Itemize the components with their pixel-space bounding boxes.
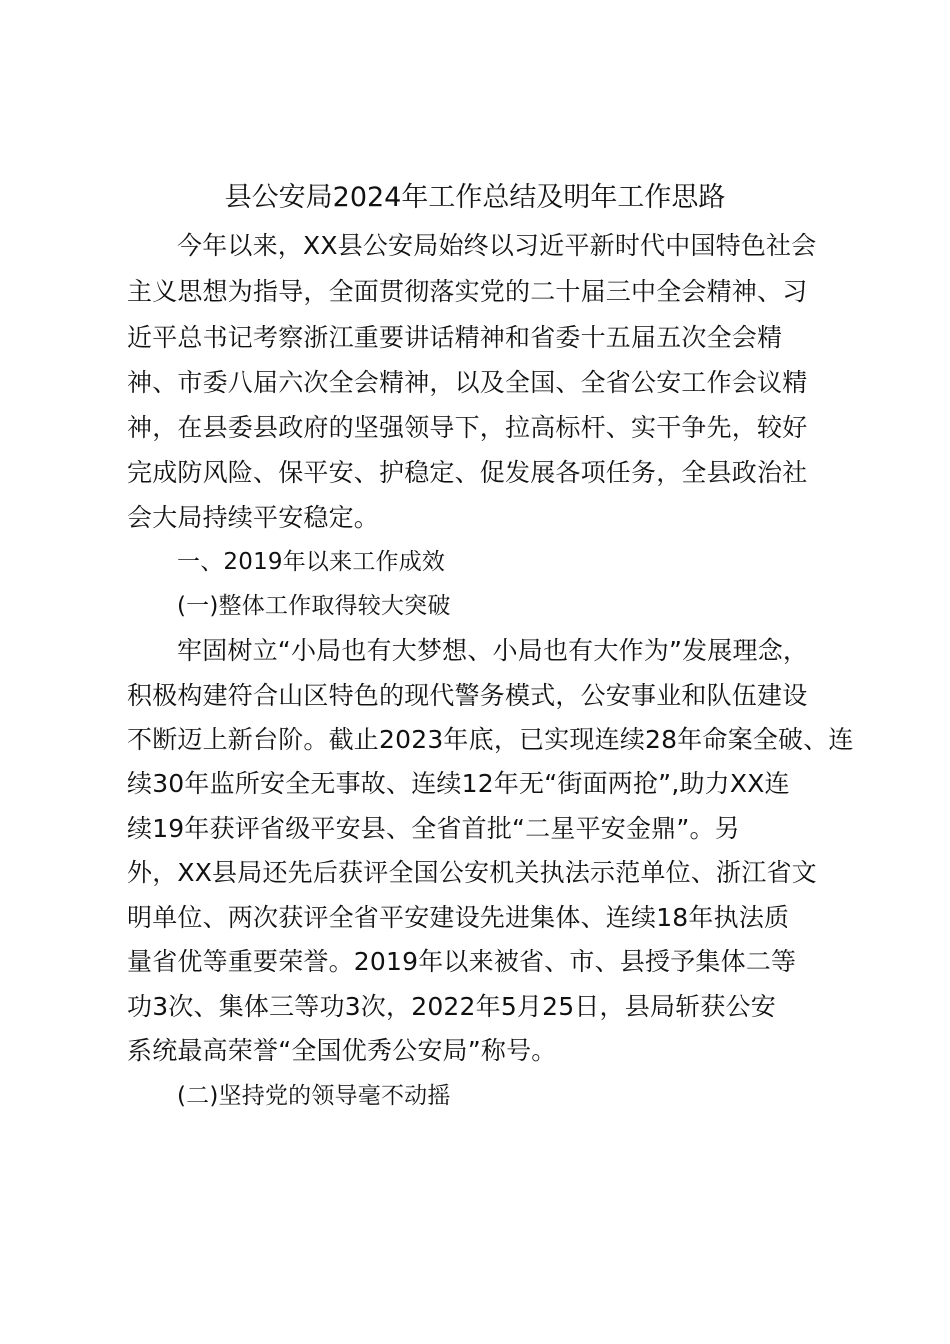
paragraph-line: 续30年监所安全无事故、连续12年无“街面两抢”,助力XX连 — [127, 769, 790, 798]
paragraph-line: 续19年获评省级平安县、全省首批“二星平安金鼎”。另 — [127, 814, 740, 843]
paragraph-line: 明单位、两次获评全省平安建设先进集体、连续18年执法质 — [127, 903, 790, 932]
paragraph-line: 量省优等重要荣誉。2019年以来被省、市、县授予集体二等 — [127, 947, 797, 976]
paragraph-line: 会大局持续平安稳定。 — [127, 503, 380, 532]
paragraph-line: 外，XX县局还先后获评全国公安机关执法示范单位、浙江省文 — [127, 858, 817, 887]
paragraph-line: 系统最高荣誉“全国优秀公安局”称号。 — [127, 1036, 557, 1065]
paragraph-line: 不断迈上新台阶。截止2023年底，已实现连续28年命案全破、连 — [127, 725, 854, 754]
subsection-heading: (一)整体工作取得较大突破 — [177, 593, 451, 619]
paragraph-line: 近平总书记考察浙江重要讲话精神和省委十五届五次全会精 — [127, 323, 783, 352]
paragraph-line: 功3次、集体三等功3次，2022年5月25日，县局斩获公安 — [127, 992, 776, 1021]
paragraph-line: 牢固树立“小局也有大梦想、小局也有大作为”发展理念， — [177, 636, 809, 665]
paragraph-line: 完成防风险、保平安、护稳定、促发展各项任务，全县政治社 — [127, 458, 808, 487]
paragraph-line: 积极构建符合山区特色的现代警务模式，公安事业和队伍建设 — [127, 681, 808, 710]
paragraph-line: 今年以来，XX县公安局始终以习近平新时代中国特色社会 — [177, 231, 817, 260]
document-title: 县公安局2024年工作总结及明年工作思路 — [224, 182, 726, 213]
paragraph-line: 神，在县委县政府的坚强领导下，拉高标杆、实干争先，较好 — [127, 413, 808, 442]
section-heading: 一、2019年以来工作成效 — [177, 549, 446, 575]
subsection-heading: (二)坚持党的领导毫不动摇 — [177, 1083, 451, 1109]
paragraph-line: 主义思想为指导，全面贯彻落实党的二十届三中全会精神、习 — [127, 277, 808, 306]
paragraph-line: 神、市委八届六次全会精神，以及全国、全省公安工作会议精 — [127, 368, 808, 397]
